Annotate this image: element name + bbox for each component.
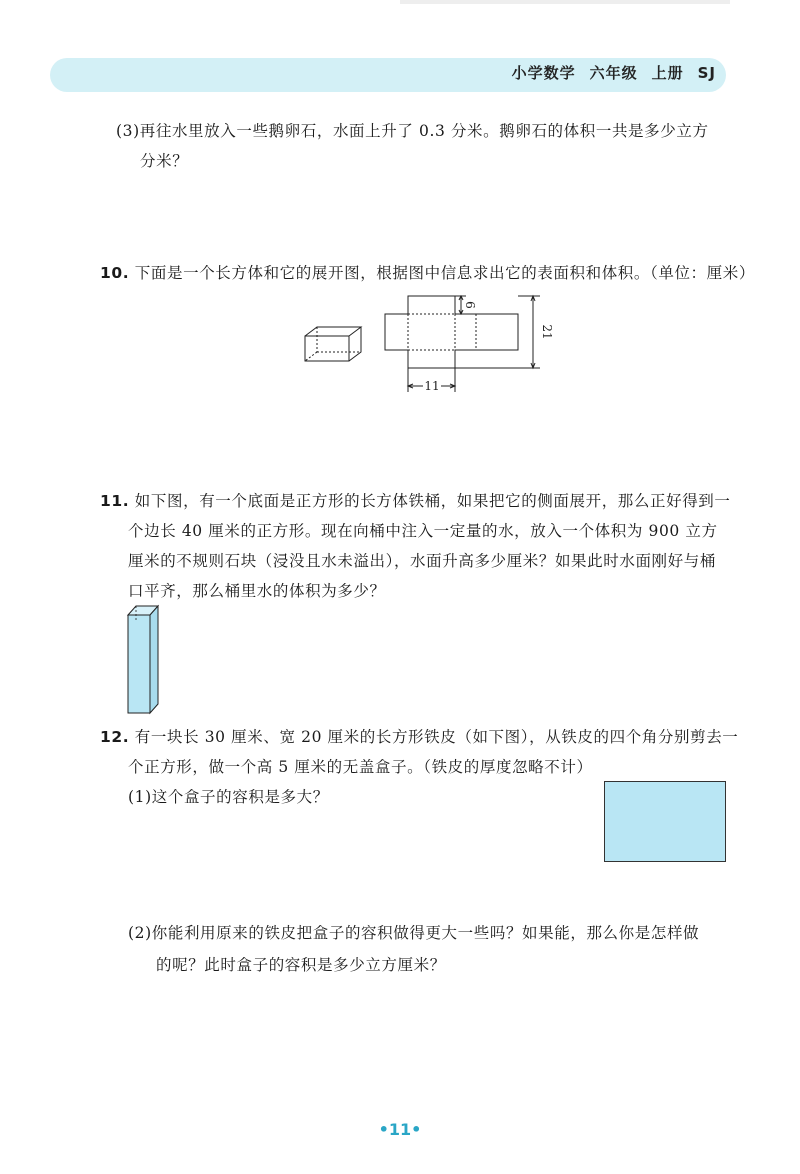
- q11-line1-text: 如下图，有一个底面是正方形的长方体铁桶，如果把它的侧面展开，那么正好得到一: [134, 492, 731, 510]
- header-edition: SJ: [697, 64, 716, 82]
- net-label-11: 11: [424, 379, 440, 393]
- q9-part3-line1: (3)再往水里放入一些鹅卵石，水面上升了 0.3 分米。鹅卵石的体积一共是多少立方: [116, 122, 709, 140]
- q10-number: 10.: [100, 264, 130, 282]
- q11-number: 11.: [100, 492, 130, 510]
- top-edge-shadow: [400, 0, 730, 4]
- q10-figure: [300, 284, 554, 402]
- q12-line1: [100, 722, 738, 752]
- q9-part3-line2: 分米？: [140, 152, 189, 170]
- net-label-6: 6: [463, 301, 477, 309]
- header-subject: 小学数学: [511, 64, 576, 82]
- q11-line2: 个边长 40 厘米的正方形。现在向桶中注入一定量的水，放入一个体积为 900 立方: [128, 522, 718, 540]
- header-volume: 上册: [651, 64, 684, 82]
- page-header: [498, 62, 716, 83]
- page-number: •11•: [378, 1120, 422, 1139]
- q12-part2-line2: 的呢？此时盒子的容积是多少立方厘米？: [156, 956, 446, 974]
- q12-number: 12.: [100, 728, 130, 746]
- q12-part1: (1)这个盒子的容积是多大？: [128, 788, 329, 806]
- q11-line1: [100, 486, 731, 516]
- q11-bucket-figure: [122, 601, 166, 717]
- header-grade: 六年级: [589, 64, 638, 82]
- q11-line3: 厘米的不规则石块（浸没且水未溢出），水面升高多少厘米？如果此时水面刚好与桶: [128, 552, 716, 570]
- cuboid-drawing: [305, 327, 361, 361]
- q12-line2: 个正方形，做一个高 5 厘米的无盖盒子。（铁皮的厚度忽略不计）: [128, 758, 593, 776]
- net-drawing: [385, 296, 540, 392]
- q12-line1-text: 有一块长 30 厘米、宽 20 厘米的长方形铁皮（如下图），从铁皮的四个角分别剪去一: [134, 728, 739, 746]
- q11-line4: 口平齐，那么桶里水的体积为多少？: [128, 582, 386, 600]
- net-label-21: 21: [540, 324, 554, 340]
- q12-part2-line1: (2)你能利用原来的铁皮把盒子的容积做得更大一些吗？如果能，那么你是怎样做: [128, 924, 700, 942]
- q10-text: 下面是一个长方体和它的展开图，根据图中信息求出它的表面积和体积。（单位：厘米）: [134, 264, 755, 282]
- q12-iron-sheet-figure: [604, 781, 726, 862]
